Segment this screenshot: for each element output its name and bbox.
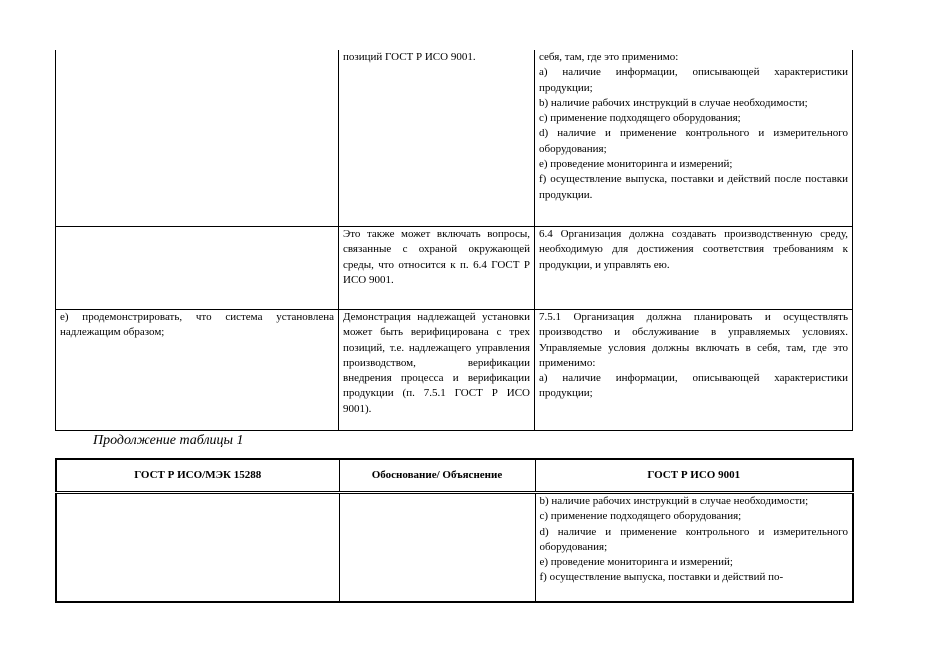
cell-line: d) наличие и применение контрольного и измерительного оборудования; [539, 525, 848, 553]
cell-rationale: позиций ГОСТ Р ИСО 9001. [339, 50, 535, 227]
cell-rationale [339, 493, 535, 603]
cell-9001 [535, 50, 853, 227]
cell-line: f) осуществление выпуска, поставки и действий по- [539, 571, 784, 584]
cell-line: 7.5.1 Организация должна планировать и осуществлять производство и обслуживание в управляемых условиях. Управляемые условия должны включать в себя, там, где это применимо: [539, 311, 848, 369]
cell-line: a) наличие информации, описывающей характеристики продукции; [539, 372, 848, 400]
cell-line: b) наличие рабочих инструкций в случае необходимости; [539, 495, 809, 507]
table-header-row [56, 459, 853, 493]
table-caption: Продолжение таблицы 1 [93, 433, 244, 448]
table-row [56, 50, 853, 227]
cell-line: d) наличие и применение контрольного и измерительного оборудования; [539, 127, 848, 155]
cell-15288 [56, 50, 339, 227]
column-header-rationale: Обоснование/ Объяснение [339, 459, 535, 493]
cell-9001 [535, 310, 853, 431]
requirements-table-continued [55, 458, 854, 603]
table-row [56, 310, 853, 431]
table-row [56, 493, 853, 603]
cell-line: 6.4 Организация должна создавать производственную среду, необходимую для достижения соответствия требованиям к продукции, и управлять ею. [539, 228, 848, 271]
cell-line: b) наличие рабочих инструкций в случае необходимости; [539, 96, 808, 109]
cell-line: e) проведение мониторинга и измерений; [539, 158, 733, 171]
cell-15288 [56, 227, 339, 310]
cell-line: f) осуществление выпуска, поставки и действий после поставки продукции. [539, 173, 848, 201]
cell-rationale: Это также может включать вопросы, связанные с охраной окружающей среды, что относится к п. 6.4 ГОСТ Р ИСО 9001. [339, 227, 535, 310]
column-header-9001: ГОСТ Р ИСО 9001 [535, 459, 853, 493]
column-header-15288: ГОСТ Р ИСО/МЭК 15288 [56, 459, 339, 493]
cell-line: e) проведение мониторинга и измерений; [539, 556, 733, 569]
cell-line: c) применение подходящего оборудования; [539, 510, 742, 523]
cell-15288 [56, 493, 339, 603]
cell-line: c) применение подходящего оборудования; [539, 112, 741, 125]
cell-line: себя, там, где это применимо: [539, 51, 679, 63]
cell-9001 [535, 227, 853, 310]
requirements-table-top [55, 50, 853, 431]
cell-line: a) наличие информации, описывающей характеристики продукции; [539, 66, 848, 94]
table-row [56, 227, 853, 310]
cell-15288: e) продемонстрировать, что система установлена надлежащим образом; [56, 310, 339, 431]
cell-rationale: Демонстрация надлежащей установки может быть верифицирована с трех позиций, т.е. надлежащего управления производством, верификации внедрения процесса и верификации продукции (п. 7.5.1 ГОСТ Р ИСО 9001). [339, 310, 535, 431]
cell-9001 [535, 493, 853, 603]
